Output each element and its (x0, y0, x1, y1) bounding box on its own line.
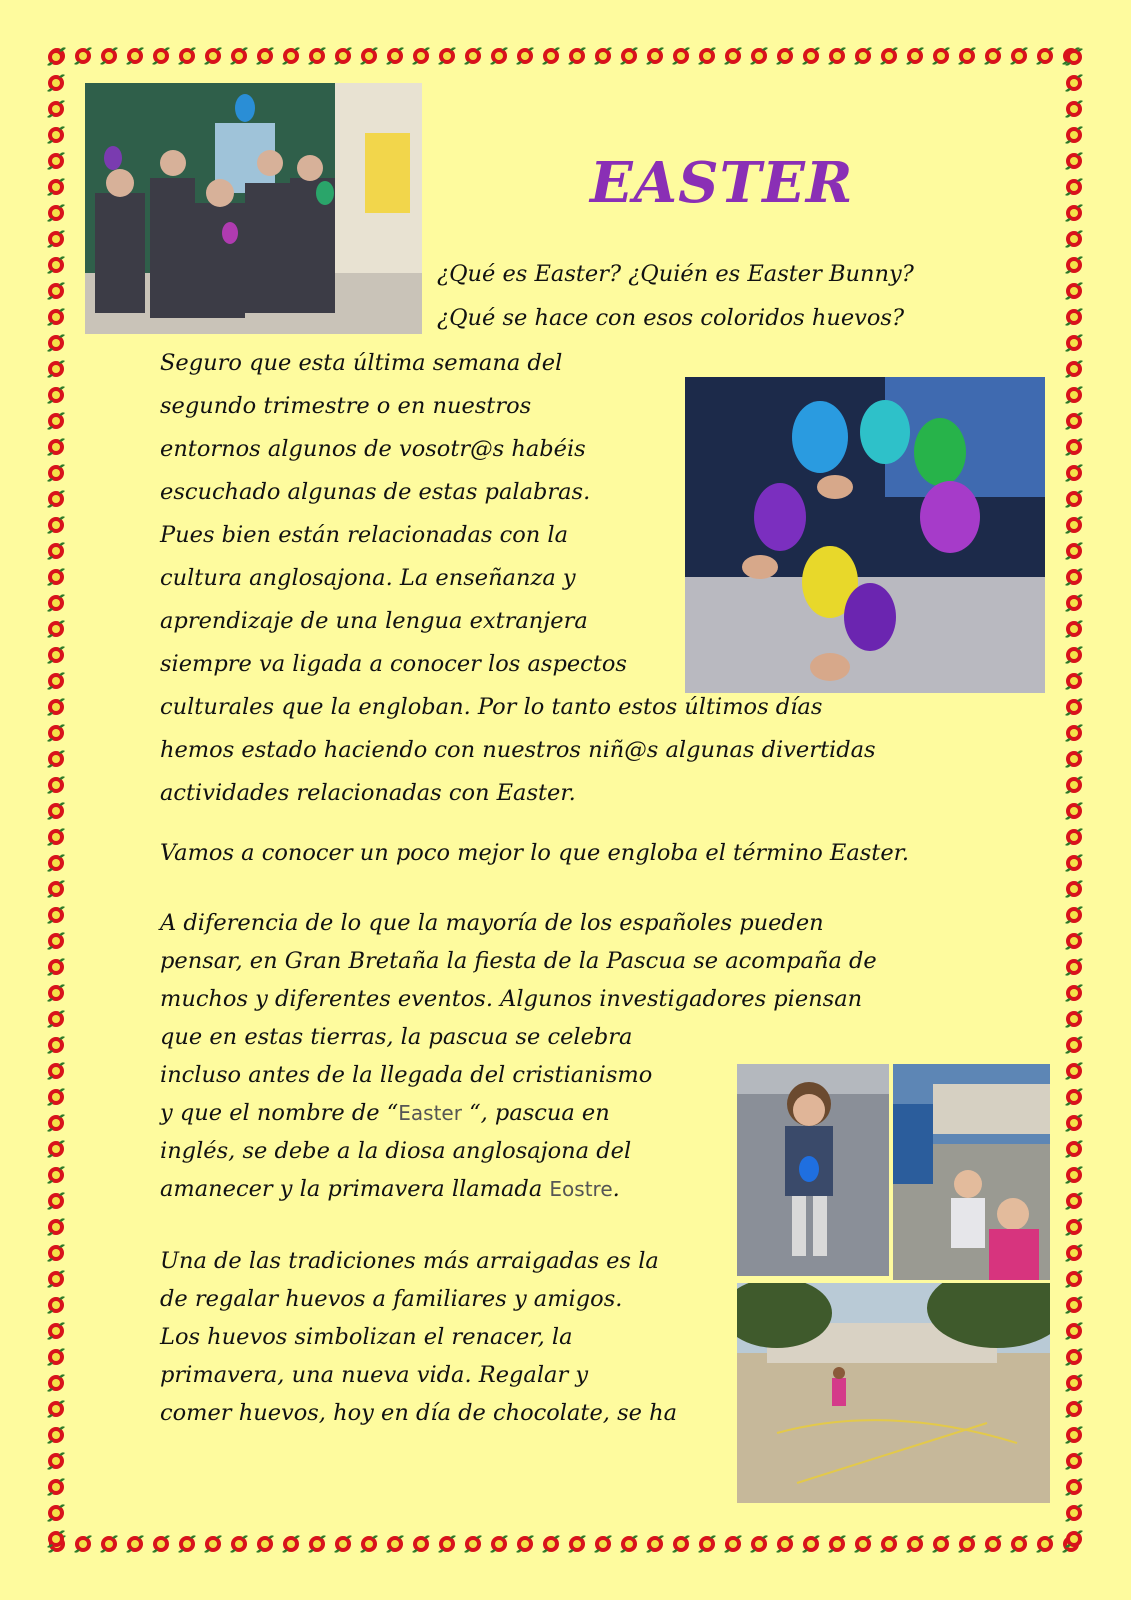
photo-painted-eggs (685, 377, 1045, 693)
para3-line-6 (160, 1102, 610, 1125)
para4-line-3: Los huevos simbolizan el renacer, la (160, 1324, 573, 1350)
photo-playground (737, 1283, 1050, 1503)
para3-eostre-after: . (612, 1176, 620, 1202)
photo-children-outdoors (893, 1064, 1050, 1280)
para4-line-5: comer huevos, hoy en día de chocolate, se ha (160, 1400, 677, 1426)
para1-line-1: Seguro que esta última semana del (160, 350, 563, 376)
para3-line-2: pensar, en Gran Bretaña la fiesta de la Pascua se acompaña de (160, 948, 877, 974)
para1-line-10: hemos estado haciendo con nuestros niñ@s algunas divertidas (160, 737, 876, 763)
para3-line-4: que en estas tierras, la pascua se celebra (160, 1024, 633, 1050)
para3-eostre-word: Eostre (549, 1177, 613, 1201)
para1-line-7: aprendizaje de una lengua extranjera (160, 608, 588, 634)
para1-line-4: escuchado algunas de estas palabras. (160, 479, 591, 505)
para3-line-5: incluso antes de la llegada del cristianismo (160, 1062, 653, 1088)
para4-line-2: de regalar huevos a familiares y amigos. (160, 1286, 623, 1312)
flower-border-top (44, 44, 1086, 68)
photo-child-blue-egg (737, 1064, 889, 1276)
para3-easter-before: y que el nombre de “ (160, 1100, 399, 1126)
para1-line-11: actividades relacionadas con Easter. (160, 780, 576, 806)
intro-question-1: ¿Qué es Easter? ¿Quién es Easter Bunny? (437, 261, 914, 287)
flower-border-left (44, 44, 68, 1556)
para3-easter-word: Easter (398, 1101, 462, 1125)
para3-line-3: muchos y diferentes eventos. Algunos investigadores piensan (160, 986, 863, 1012)
para3-line-7: inglés, se debe a la diosa anglosajona del (160, 1138, 632, 1164)
para1-line-9: culturales que la engloban. Por lo tanto estos últimos días (160, 694, 823, 720)
page-title: EASTER (590, 150, 854, 216)
photo-classroom-group (85, 83, 422, 334)
para1-line-8: siempre va ligada a conocer los aspectos (160, 651, 627, 677)
para4-line-1: Una de las tradiciones más arraigadas es la (160, 1248, 659, 1274)
para3-line-8 (160, 1178, 620, 1201)
para1-line-3: entornos algunos de vosotr@s habéis (160, 436, 586, 462)
intro-question-2: ¿Qué se hace con esos coloridos huevos? (437, 305, 905, 331)
para1-line-5: Pues bien están relacionadas con la (160, 522, 569, 548)
para3-eostre-before: amanecer y la primavera llamada (160, 1176, 550, 1202)
para1-line-2: segundo trimestre o en nuestros (160, 393, 532, 419)
para1-line-6: cultura anglosajona. La enseñanza y (160, 565, 576, 591)
flower-border-right (1062, 44, 1086, 1556)
para3-line-1: A diferencia de lo que la mayoría de los españoles pueden (160, 910, 824, 936)
para4-line-4: primavera, una nueva vida. Regalar y (160, 1362, 589, 1388)
para2-line: Vamos a conocer un poco mejor lo que engloba el término Easter. (160, 840, 910, 866)
flower-border-bottom (44, 1532, 1086, 1556)
para3-easter-after: “, pascua en (461, 1100, 610, 1126)
